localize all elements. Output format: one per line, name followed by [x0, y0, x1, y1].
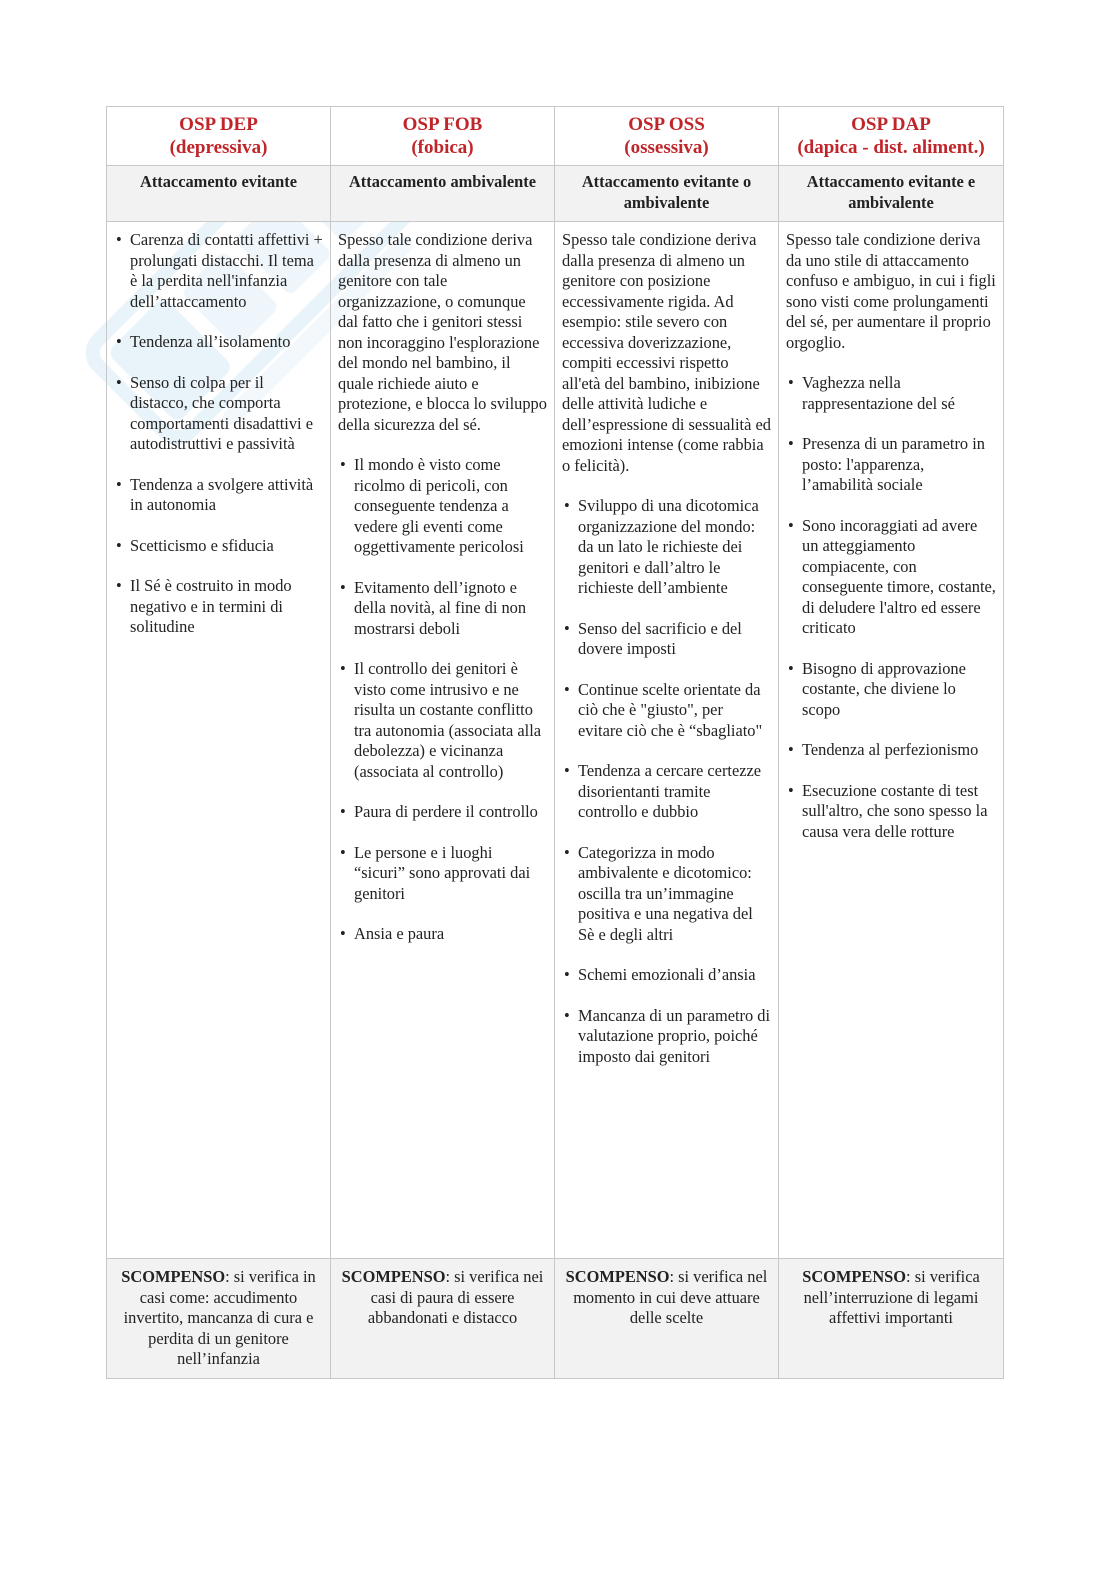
intro-paragraph: Spesso tale condizione deriva dalla presenza di almeno un genitore con posizione eccessivamente rigida. Ad esempio: stile severo con eccessiva doverizzazione, compiti eccessivi rispetto all'età del bambino, inibizione delle attività ludiche e dell’espressione di sessualità ed emozioni intense (come rabbia o felicità). — [562, 230, 771, 475]
scompenso-text: : si verifica nel momento in cui deve attuare delle scelte — [573, 1267, 768, 1327]
comparison-table — [106, 106, 1004, 1379]
scompenso-text: : si verifica nell’interruzione di legami affettivi importanti — [803, 1267, 980, 1327]
list-item: • Scetticismo e sfiducia — [114, 536, 323, 557]
bullet-list — [562, 496, 771, 1067]
scompenso-dep — [107, 1259, 331, 1379]
list-item: • Mancanza di un parametro di valutazione proprio, poiché imposto dai genitori — [562, 1006, 771, 1068]
body-dep — [107, 222, 331, 1259]
body-dap — [779, 222, 1004, 1259]
col-title-dap — [779, 107, 1004, 166]
body-oss — [555, 222, 779, 1259]
list-item: • Il Sé è costruito in modo negativo e in termini di solitudine — [114, 576, 323, 638]
col-title-oss — [555, 107, 779, 166]
scompenso-fob — [331, 1259, 555, 1379]
title-subtitle: (depressiva) — [169, 137, 268, 158]
list-item: • Carenza di contatti affettivi + prolungati distacchi. Il tema è la perdita nell'infanzia dell’attaccamento — [114, 230, 323, 312]
list-item: • Sviluppo di una dicotomica organizzazione del mondo: da un lato le richieste dei genitori e dall’altro le richieste dell’ambiente — [562, 496, 771, 599]
title-subtitle: (dapica - dist. aliment.) — [797, 137, 985, 158]
attachment-oss: Attaccamento evitante o ambivalente — [555, 166, 779, 222]
list-item: • Tendenza a cercare certezze disorientanti tramite controllo e dubbio — [562, 761, 771, 823]
scompenso-label: SCOMPENSO — [341, 1267, 446, 1286]
scompenso-text: : si verifica nei casi di paura di essere abbandonati e distacco — [367, 1267, 544, 1327]
title-subtitle: (ossessiva) — [624, 137, 709, 158]
title-code: OSP OSS — [628, 114, 705, 135]
title-code: OSP FOB — [402, 114, 483, 135]
list-item: • Tendenza all’isolamento — [114, 332, 323, 353]
attachment-fob: Attaccamento ambivalente — [331, 166, 555, 222]
scompenso-row — [107, 1259, 1004, 1379]
list-item: • Evitamento dell’ignoto e della novità, al fine di non mostrarsi deboli — [338, 578, 547, 640]
list-item: • Esecuzione costante di test sull'altro, che sono spesso la causa vera delle rotture — [786, 781, 996, 843]
list-item: • Il mondo è visto come ricolmo di pericoli, con conseguente tendenza a vedere gli eventi come oggettivamente pericolosi — [338, 455, 547, 558]
scompenso-label: SCOMPENSO — [802, 1267, 907, 1286]
list-item: • Categorizza in modo ambivalente e dicotomico: oscilla tra un’immagine positiva e una negativa del Sè e degli altri — [562, 843, 771, 946]
list-item: • Il controllo dei genitori è visto come intrusivo e ne risulta un costante conflitto tra autonomia (associata alla debolezza) e vicinanza (associata al controllo) — [338, 659, 547, 782]
list-item: • Paura di perdere il controllo — [338, 802, 547, 823]
title-code: OSP DAP — [851, 114, 931, 135]
title-code: OSP DEP — [179, 114, 258, 135]
list-item: • Bisogno di approvazione costante, che diviene lo scopo — [786, 659, 996, 721]
attachment-dep: Attaccamento evitante — [107, 166, 331, 222]
attachment-dap: Attaccamento evitante e ambivalente — [779, 166, 1004, 222]
body-row — [107, 222, 1004, 1259]
col-title-dep — [107, 107, 331, 166]
scompenso-label: SCOMPENSO — [565, 1267, 670, 1286]
list-item: • Continue scelte orientate da ciò che è "giusto", per evitare ciò che è “sbagliato" — [562, 680, 771, 742]
scompenso-text: : si verifica in casi come: accudimento invertito, mancanza di cura e perdita di un genitore nell’infanzia — [123, 1267, 316, 1368]
col-title-fob — [331, 107, 555, 166]
intro-paragraph: Spesso tale condizione deriva dalla presenza di almeno un genitore con tale organizzazione, o comunque dal fatto che i genitori stessi non incoraggino l'esplorazione del mondo nel bambino, il quale richiede aiuto e protezione, e blocca lo sviluppo della sicurezza del sé. — [338, 230, 547, 434]
intro-paragraph: Spesso tale condizione deriva da uno stile di attaccamento confuso e ambiguo, in cui i figli sono visti come prolungamenti del sé, per aumentare il proprio orgoglio. — [786, 230, 996, 352]
title-row — [107, 107, 1004, 166]
bullet-list — [786, 373, 996, 842]
scompenso-label: SCOMPENSO — [121, 1267, 226, 1286]
list-item: • Le persone e i luoghi “sicuri” sono approvati dai genitori — [338, 843, 547, 905]
title-subtitle: (fobica) — [411, 137, 474, 158]
list-item: • Senso di colpa per il distacco, che comporta comportamenti disadattivi e autodistruttivi e passività — [114, 373, 323, 455]
bullet-list — [114, 230, 323, 638]
list-item: • Sono incoraggiati ad avere un atteggiamento compiacente, con conseguente timore, costante, di deludere l'altro ed essere criticato — [786, 516, 996, 639]
attachment-row — [107, 166, 1004, 222]
bullet-list — [338, 455, 547, 945]
scompenso-dap — [779, 1259, 1004, 1379]
list-item: • Ansia e paura — [338, 924, 547, 945]
scompenso-oss — [555, 1259, 779, 1379]
list-item: • Schemi emozionali d’ansia — [562, 965, 771, 986]
list-item: • Vaghezza nella rappresentazione del sé — [786, 373, 996, 414]
list-item: • Tendenza a svolgere attività in autonomia — [114, 475, 323, 516]
list-item: • Presenza di un parametro in posto: l'apparenza, l’amabilità sociale — [786, 434, 996, 496]
list-item: • Senso del sacrificio e del dovere imposti — [562, 619, 771, 660]
body-fob — [331, 222, 555, 1259]
list-item: • Tendenza al perfezionismo — [786, 740, 996, 761]
